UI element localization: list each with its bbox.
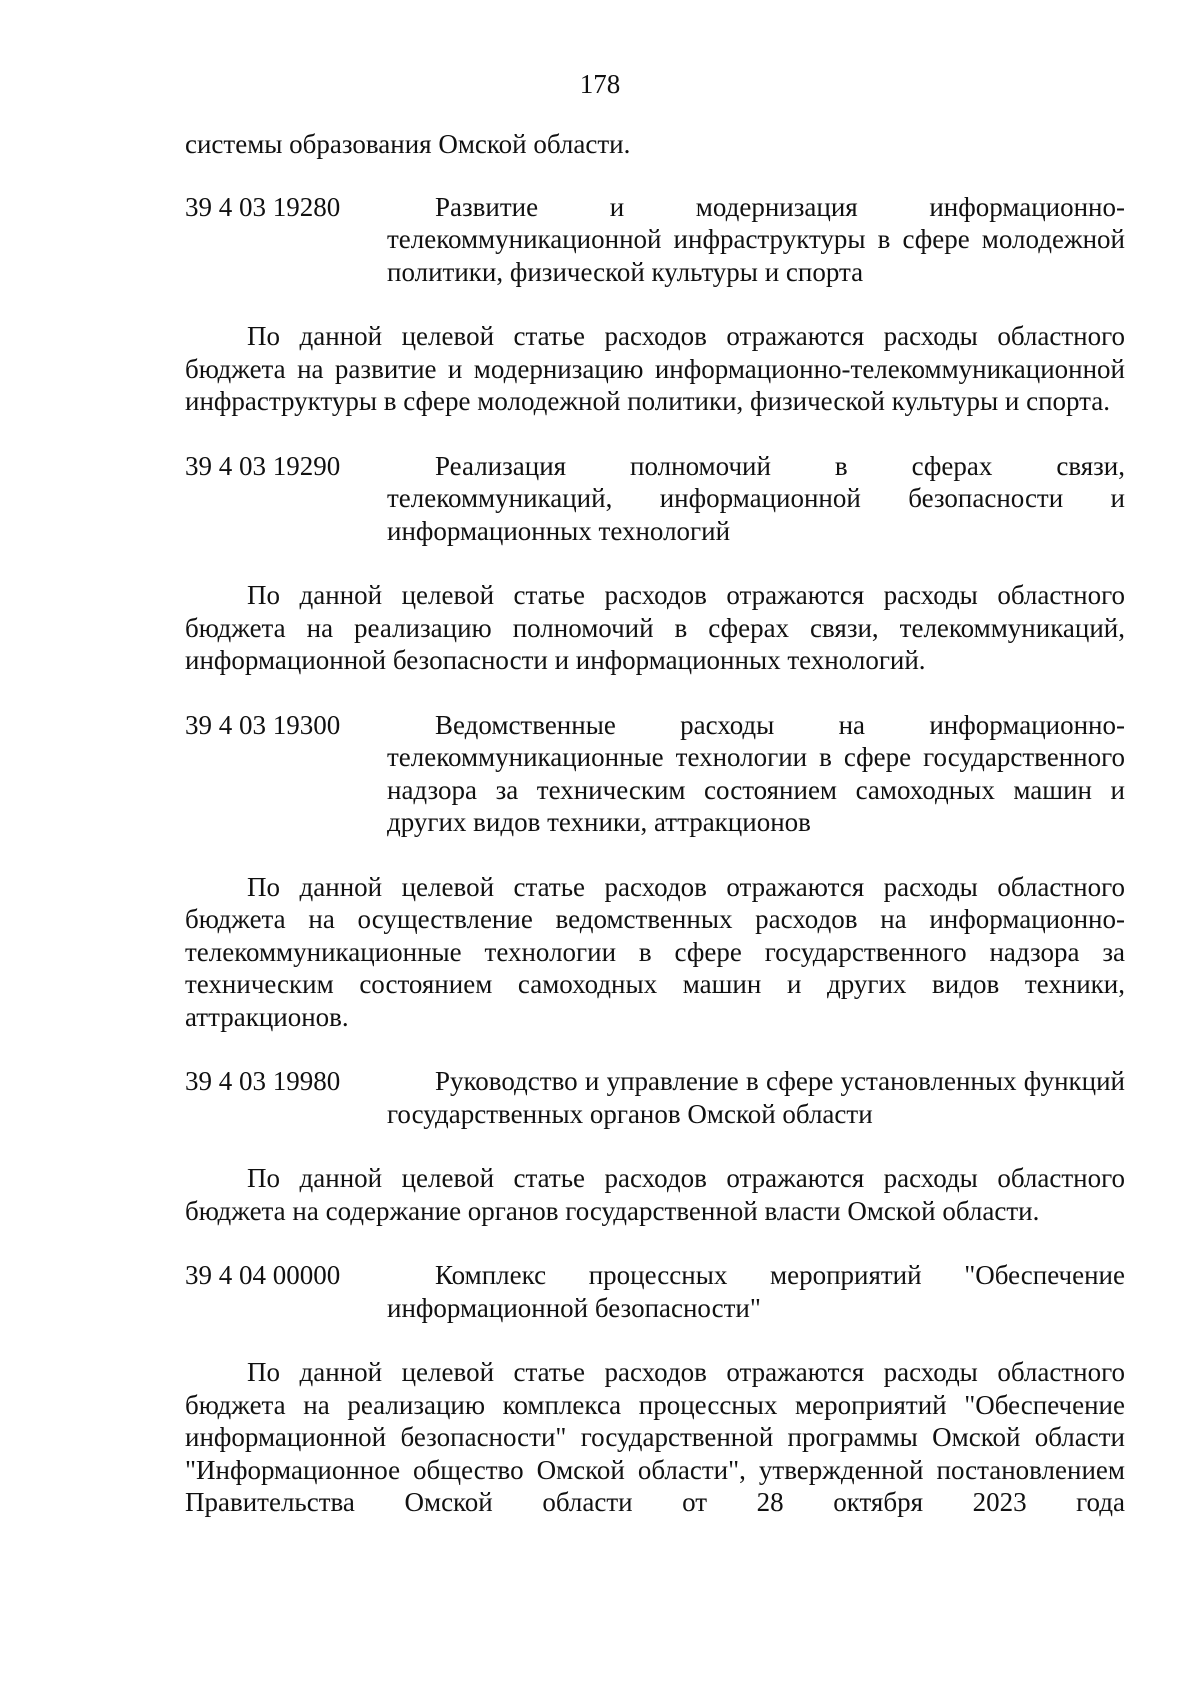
budget-item-description: По данной целевой статье расходов отражаются расходы областного бюджета на содержание органов государственной власти Омской области.: [185, 1163, 1125, 1226]
budget-item-title: Развитие и модернизация информационно-телекоммуникационной инфраструктуры в сфере молодежной политики, физической культуры и спорта: [387, 191, 1125, 287]
budget-item-description: По данной целевой статье расходов отражаются расходы областного бюджета на развитие и модернизацию информационно-телекоммуникационной инфраструктуры в сфере молодежной политики, физической культуры и спорта.: [185, 321, 1125, 416]
budget-item-title: Ведомственные расходы на информационно-телекоммуникационные технологии в сфере государственного надзора за техническим состоянием самоходных машин и других видов техники, аттракционов: [387, 709, 1125, 837]
budget-item-header: [185, 450, 1125, 548]
budget-item-code: 39 4 03 19300: [185, 709, 341, 740]
budget-item-code: 39 4 03 19980: [185, 1066, 341, 1096]
budget-item-description: По данной целевой статье расходов отражаются расходы областного бюджета на реализацию полномочий в сферах связи, телекоммуникаций, информационной безопасности и информационных технологий.: [185, 580, 1125, 675]
budget-item-description: По данной целевой статье расходов отражаются расходы областного бюджета на реализацию комплекса процессных мероприятий "Обеспечение информационной безопасности" государственной программы Омской области "Информационное общество Омской области", утвержденной постановлением Правительства Омской области от 28 октября 2023 года: [185, 1357, 1125, 1517]
budget-item-header: [185, 1065, 1125, 1130]
budget-item-code: 39 4 04 00000: [185, 1260, 341, 1290]
budget-item-title: Комплекс процессных мероприятий "Обеспечение информационной безопасности": [387, 1260, 1125, 1323]
budget-item-header: [185, 709, 1125, 839]
budget-item-description: По данной целевой статье расходов отражаются расходы областного бюджета на осуществление ведомственных расходов на информационно-телекоммуникационные технологии в сфере государственного надзора за техническим состоянием самоходных машин и других видов техники, аттракционов.: [185, 871, 1125, 1032]
page-number: 178: [579, 69, 621, 99]
budget-item-title: Руководство и управление в сфере установленных функций государственных органов Омской области: [387, 1066, 1125, 1129]
budget-item-code: 39 4 03 19280: [185, 191, 341, 222]
document-body: [185, 128, 1125, 1551]
budget-item-title: Реализация полномочий в сферах связи, телекоммуникаций, информационной безопасности и информационных технологий: [387, 450, 1125, 546]
continued-text: системы образования Омской области.: [185, 129, 631, 159]
budget-item-header: [185, 191, 1125, 289]
budget-item-code: 39 4 03 19290: [185, 450, 341, 481]
budget-item-header: [185, 1259, 1125, 1324]
